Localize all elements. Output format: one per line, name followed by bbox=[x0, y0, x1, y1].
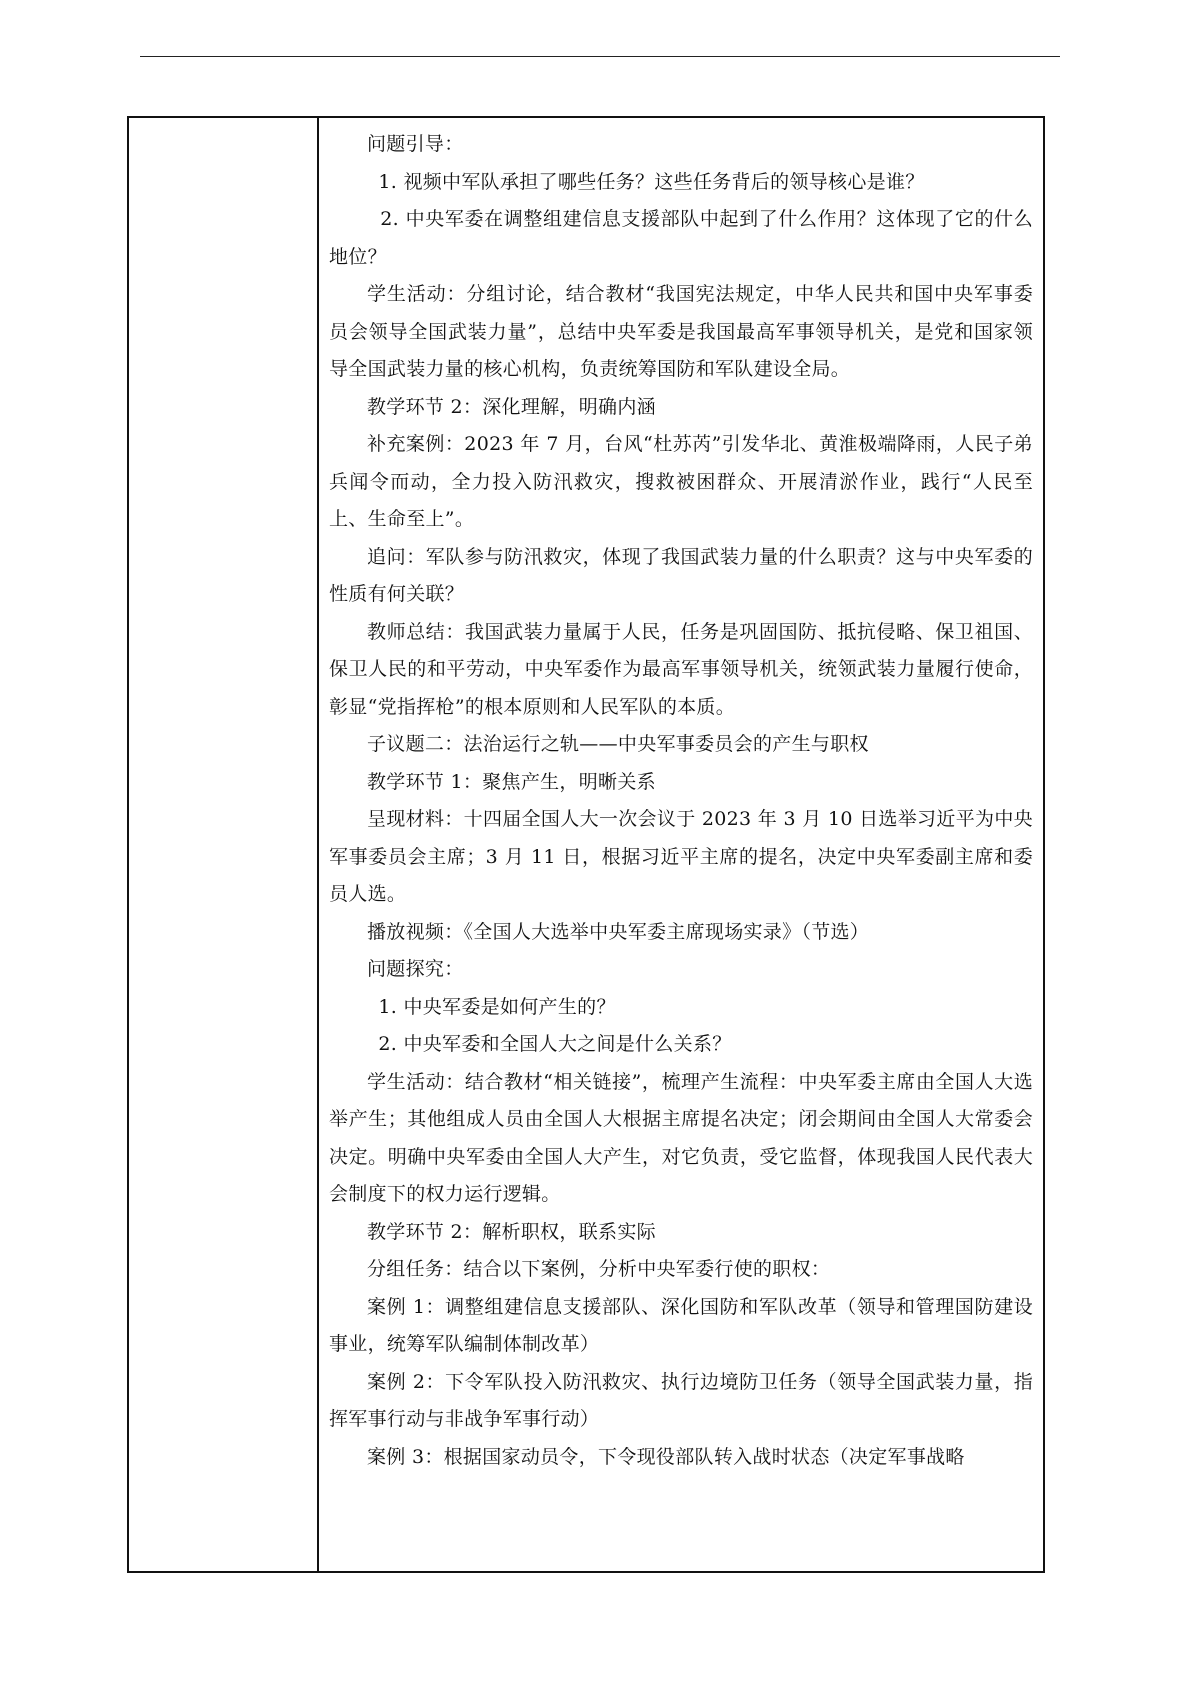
content-paragraph: 补充案例：2023 年 7 月，台风“杜苏芮”引发华北、黄淮极端降雨，人民子弟兵闻令而动，全力投入防汛救灾，搜救被困群众、开展清淤作业，践行“人民至上、生命至上”。 bbox=[329, 433, 1033, 530]
content-paragraph: 问题引导： bbox=[367, 133, 464, 155]
content-paragraph: 教师总结：我国武装力量属于人民，任务是巩固国防、抵抗侵略、保卫祖国、保卫人民的和平劳动，中央军委作为最高军事领导机关，统领武装力量履行使命，彰显“党指挥枪”的根本原则和人民军队的本质。 bbox=[329, 620, 1033, 718]
content-paragraph: 呈现材料：十四届全国人大一次会议于 2023 年 3 月 10 日选举习近平为中央军事委员会主席；3 月 11 日，根据习近平主席的提名，决定中央军委副主席和委员人选。 bbox=[329, 808, 1033, 905]
content-paragraph: 学生活动：结合教材“相关链接”，梳理产生流程：中央军委主席由全国人大选举产生；其他组成人员由全国人大根据主席提名决定；闭会期间由全国人大常委会决定。明确中央军委由全国人大产生，对它负责，受它监督，体现我国人民代表大会制度下的权力运行逻辑。 bbox=[329, 1070, 1033, 1205]
page-header-rule bbox=[140, 56, 1060, 57]
content-paragraph: 2. 中央军委在调整组建信息支援部队中起到了什么作用？这体现了它的什么地位？ bbox=[329, 208, 1033, 268]
content-paragraph: 学生活动：分组讨论，结合教材“我国宪法规定，中华人民共和国中央军事委员会领导全国武装力量”，总结中央军委是我国最高军事领导机关，是党和国家领导全国武装力量的核心机构，负责统筹国防和军队建设全局。 bbox=[329, 283, 1033, 380]
content-paragraph: 教学环节 1：聚焦产生，明晰关系 bbox=[367, 770, 656, 793]
content-paragraph: 2. 中央军委和全国人大之间是什么关系？ bbox=[378, 1033, 732, 1055]
content-paragraph: 案例 3：根据国家动员令，下令现役部队转入战时状态（决定军事战略 bbox=[367, 1445, 965, 1468]
content-paragraph: 教学环节 2：深化理解，明确内涵 bbox=[367, 395, 656, 418]
table-left-column bbox=[129, 118, 319, 1571]
lesson-plan-table bbox=[127, 116, 1045, 1573]
content-paragraph: 案例 1：调整组建信息支援部队、深化国防和军队改革（领导和管理国防建设事业，统筹军队编制体制改革） bbox=[329, 1295, 1033, 1355]
content-paragraph: 播放视频：《全国人大选举中央军委主席现场实录》（节选） bbox=[367, 920, 870, 943]
content-paragraph: 教学环节 2：解析职权，联系实际 bbox=[367, 1220, 656, 1243]
content-paragraph: 追问：军队参与防汛救灾，体现了我国武装力量的什么职责？这与中央军委的性质有何关联？ bbox=[329, 545, 1033, 605]
content-paragraph: 1. 中央军委是如何产生的？ bbox=[378, 995, 616, 1018]
content-paragraph: 子议题二：法治运行之轨——中央军事委员会的产生与职权 bbox=[367, 733, 869, 755]
content-paragraph: 分组任务：结合以下案例，分析中央军委行使的职权： bbox=[367, 1258, 831, 1280]
content-paragraph: 问题探究： bbox=[367, 958, 464, 980]
content-paragraph: 案例 2：下令军队投入防汛救灾、执行边境防卫任务（领导全国武装力量，指挥军事行动与非战争军事行动） bbox=[329, 1370, 1033, 1430]
table-content-cell bbox=[319, 118, 1043, 1571]
content-paragraph: 1. 视频中军队承担了哪些任务？这些任务背后的领导核心是谁？ bbox=[378, 170, 925, 193]
